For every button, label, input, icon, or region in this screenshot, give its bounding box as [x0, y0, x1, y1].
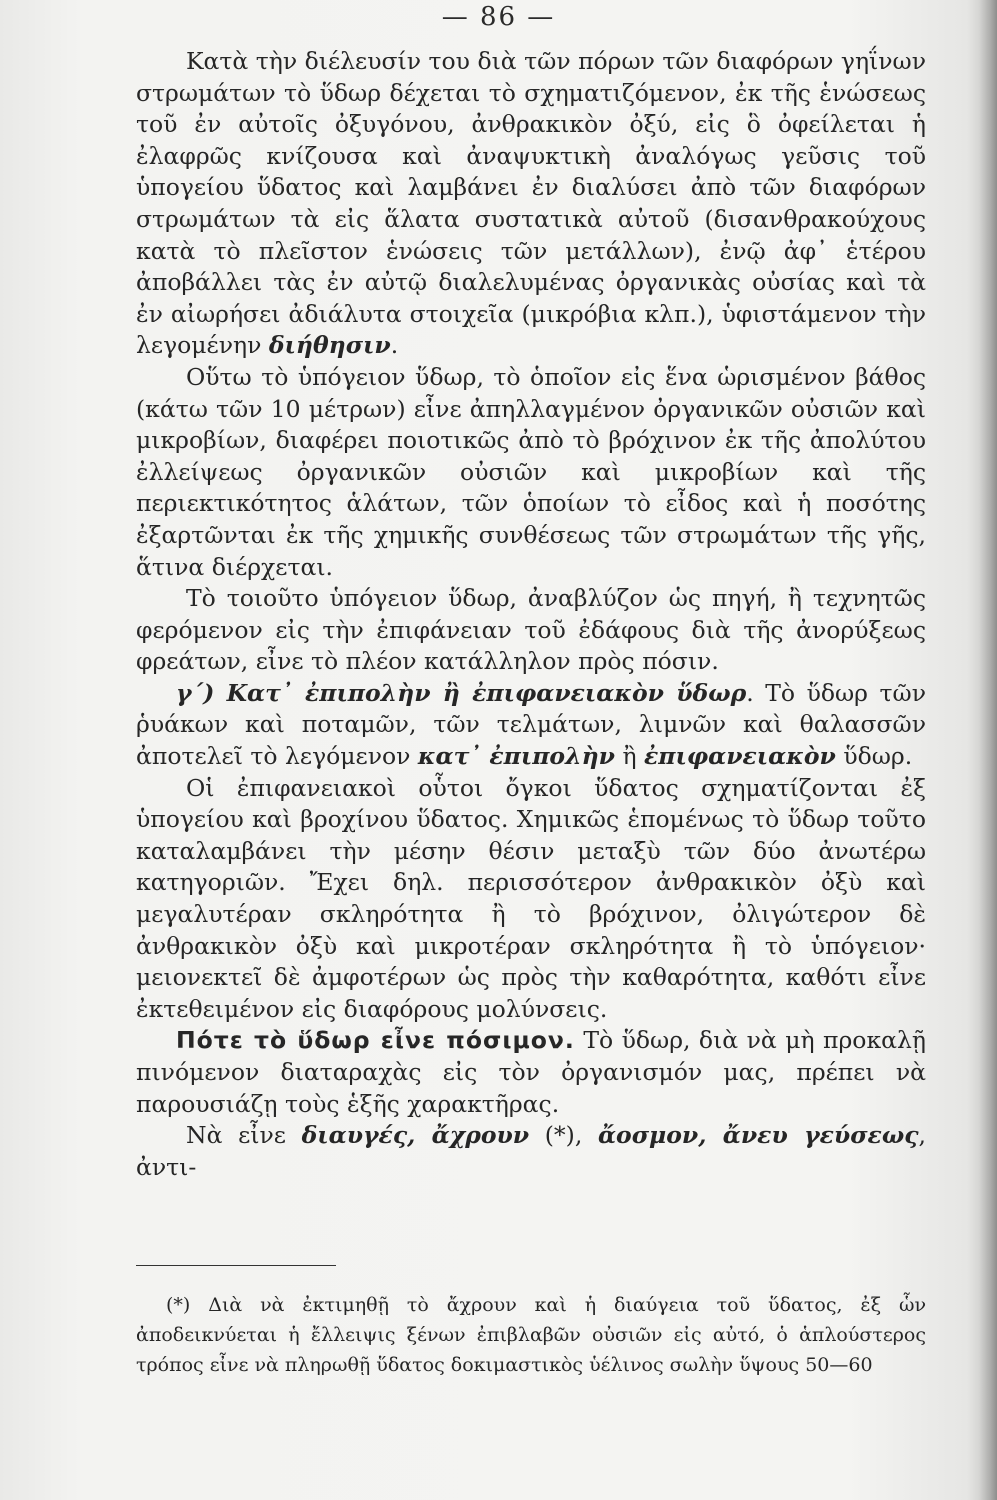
text-run: , ἀντι-	[136, 1121, 926, 1181]
emphasized-term: γ´) Κατ᾽ ἐπιπολὴν ἢ ἐπιφανειακὸν ὕδωρ	[176, 678, 747, 707]
paragraph	[136, 678, 926, 773]
section-heading: Πότε τὸ ὕδωρ εἶνε πόσιμον.	[176, 1026, 575, 1055]
emphasized-term: ἄοσμον, ἄνευ γεύσεως	[597, 1121, 919, 1150]
paragraph	[136, 583, 926, 678]
text-run: . Τὸ ὕδωρ τῶν ῥυάκων καὶ ποταμῶν, τῶν τελμάτων, λιμνῶν καὶ θαλασσῶν ἀποτελεῖ τὸ λεγόμενον	[136, 678, 926, 771]
emphasized-term: ἐπιφανειακὸν	[644, 742, 836, 771]
body-text	[136, 46, 926, 1183]
text-run: Οὕτω τὸ ὑπόγειον ὕδωρ, τὸ ὁποῖον εἰς ἕνα ὡρισμένον βάθος (κάτω τῶν 10 μέτρων) εἶνε ἀπηλλαγμένον ὀργανικῶν οὐσιῶν καὶ μικροβίων, διαφέρει ποιοτικῶς ἀπὸ τὸ βρόχινον ἐκ τῆς ἀπολύτου ἐλλείψεως ὀργανικῶν οὐσιῶν καὶ μικροβίων καὶ τῆς περιεκτικότητος ἁλάτων, τῶν ὁποίων τὸ εἶδος καὶ ἡ ποσότης ἐξαρτῶνται ἐκ τῆς χημικῆς συνθέσεως τῶν στρωμάτων τῆς γῆς, ἅτινα διέρχεται.	[136, 362, 926, 581]
emphasized-term: διήθησιν	[268, 331, 391, 360]
emphasized-term: διαυγές, ἄχρουν	[301, 1121, 530, 1150]
footnotes	[136, 1290, 926, 1380]
text-run: Κατὰ τὴν διέλευσίν του διὰ τῶν πόρων τῶν διαφόρων γηΐνων στρωμάτων τὸ ὕδωρ δέχεται τὸ σχηματιζόμενον, ἐκ τῆς ἑνώσεως τοῦ ἐν αὐτοῖς ὀξυγόνου, ἀνθρακικὸν ὀξύ, εἰς ὃ ὀφείλεται ἡ ἐλαφρῶς κνίζουσα καὶ ἀναψυκτικὴ ἀναλόγως γεῦσις τοῦ ὑπογείου ὕδατος καὶ λαμβάνει ἐν διαλύσει ἀπὸ τῶν διαφόρων στρωμάτων τὰ εἰς ἅλατα συστατικὰ αὐτοῦ (δισανθρακούχους κατὰ τὸ πλεῖστον ἑνώσεις τῶν μετάλλων), ἐνῷ ἀφ᾽ ἑτέρου ἀποβάλλει τὰς ἐν αὐτῷ διαλελυμένας ὀργανικὰς οὐσίας καὶ τὰ ἐν αἰωρήσει ἀδιάλυτα στοιχεῖα (μικρόβια κλπ.), ὑφιστάμενον τὴν λεγομένην	[136, 47, 926, 360]
footnote-divider	[136, 1265, 336, 1266]
footnote-text: (*) Διὰ νὰ ἐκτιμηθῇ τὸ ἄχρουν καὶ ἡ διαύγεια τοῦ ὕδατος, ἐξ ὧν ἀποδεικνύεται ἡ ἔλλειψις ξένων ἐπιβλαβῶν οὐσιῶν εἰς αὐτό, ὁ ἁπλούστερος τρόπος εἶνε νὰ πληρωθῇ ὕδατος δοκιμαστικὸς ὑέλινος σωλὴν ὕψους 50—60	[136, 1294, 926, 1376]
paragraph	[136, 46, 926, 362]
text-run: Τὸ ὕδωρ, διὰ νὰ μὴ προκαλῇ πινόμενον διαταραχὰς εἰς τὸν ὀργανισμόν μας, πρέπει νὰ παρουσιάζῃ τοὺς ἑξῆς χαρακτῆρας.	[136, 1026, 926, 1118]
paragraph	[136, 1120, 926, 1183]
text-run: Νὰ εἶνε	[186, 1121, 302, 1150]
text-run: ὕδωρ.	[835, 742, 913, 771]
text-run: .	[390, 331, 399, 360]
page-number: — 86 —	[441, 2, 556, 32]
text-run: ἢ	[614, 742, 644, 771]
text-run: Οἱ ἐπιφανειακοὶ οὗτοι ὄγκοι ὕδατος σχηματίζονται ἐξ ὑπογείου καὶ βροχίνου ὕδατος. Χημικῶς ἑπομένως τὸ ὕδωρ τοῦτο καταλαμβάνει τὴν μέσην θέσιν μεταξὺ τῶν δύο ἀνωτέρω κατηγοριῶν. Ἔχει δηλ. περισσότερον ἀνθρακικὸν ὀξὺ καὶ μεγαλυτέραν σκληρότητα ἢ τὸ βρόχινον, ὀλιγώτερον δὲ ἀνθρακικὸν ὀξὺ καὶ μικροτέραν σκληρότητα ἢ τὸ ὑπόγειον· μειονεκτεῖ δὲ ἀμφοτέρων ὡς πρὸς τὴν καθαρότητα, καθότι εἶνε ἐκτεθειμένον εἰς διαφόρους μολύνσεις.	[136, 773, 926, 1023]
paragraph	[136, 1025, 926, 1120]
text-run: Τὸ τοιοῦτο ὑπόγειον ὕδωρ, ἀναβλύζον ὡς πηγή, ἢ τεχνητῶς φερόμενον εἰς τὴν ἐπιφάνειαν τοῦ ἐδάφους διὰ τῆς ἀνορύξεως φρεάτων, εἶνε τὸ πλέον κατάλληλον πρὸς πόσιν.	[136, 584, 926, 676]
text-run: (*),	[529, 1121, 598, 1150]
page-edge-shadow	[979, 0, 997, 1500]
paragraph	[136, 773, 926, 1026]
emphasized-term: κατ᾽ ἐπιπολὴν	[417, 742, 615, 771]
paragraph	[136, 362, 926, 583]
